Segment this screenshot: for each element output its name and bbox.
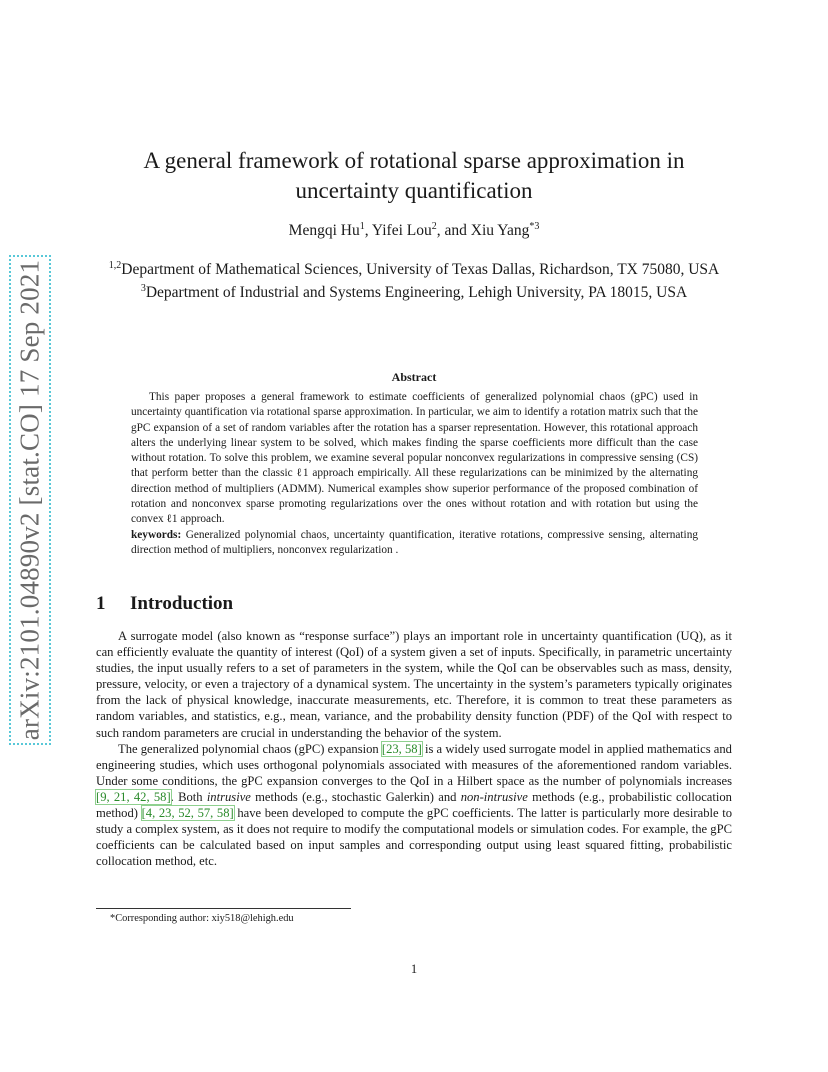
affiliation-2: $^3$Department of Industrial and Systems Engineering, Lehigh University, PA 18015, USA [140, 283, 688, 302]
paper-title: A general framework of rotational sparse approximation in uncertainty quantification [143, 148, 685, 203]
affiliation-1: $^{1,2}$Department of Mathematical Sciences, University of Texas Dallas, Richardson, TX 75080, USA [108, 260, 720, 279]
author-name: Yifei Lou [371, 222, 432, 240]
affiliations [96, 256, 732, 302]
citation-link[interactable]: [4, 23, 52, 57, 58] [141, 806, 234, 821]
keywords-text: Generalized polynomial chaos, uncertainty quantification, iterative rotations, compressive sensing, alternating direction method of multipliers, nonconvex regularization . [131, 528, 698, 556]
arxiv-stamp [9, 255, 51, 745]
section-title: Introduction [130, 593, 234, 614]
arxiv-identifier: arXiv:2101.04890v2 [stat.CO] 17 Sep 2021 [14, 259, 45, 741]
keywords-label: keywords: [131, 528, 182, 541]
abstract-heading: Abstract [391, 370, 437, 384]
footnote: *Corresponding author: xiy518@lehigh.edu [110, 913, 294, 924]
body-text [96, 628, 732, 869]
paragraph-1: A surrogate model (also known as “response surface”) plays an important role in uncertainty quantification (UQ), as it can efficiently evaluate the quantity of interest (QoI) of a system given a set of inputs. Specifically, in parametric uncertainty studies, the input usually refers to a set of parameters in the system, while the QoI can be observables such as mass, density, pressure, velocity, or even a trajectory of a dynamical system. The uncertainty in the system’s parameters typically originates from the lack of physical knowledge, inaccurate measurements, etc. Therefore, it is common to treat these parameters as random variables, and statistics, e.g., mean, variance, and the probability density function (PDF) of the QoI with respect to such random parameters are crucial in understanding the behavior of the system. [96, 629, 732, 740]
author-name: Mengqi Hu [288, 222, 360, 240]
author-list: Mengqi Hu$^1$, Yifei Lou$^2$, and Xiu Yang$^{*3}$ [288, 221, 540, 240]
abstract-text: This paper proposes a general framework to estimate coefficients of generalized polynomial chaos (gPC) used in uncertainty quantification via rotational sparse approximation. In particular, we aim to identify a rotation matrix such that the gPC expansion of a set of random variables after the rotation has a sparser representation. However, this rotational approach alters the underlying linear system to be solved, which makes finding the sparse coefficients more difficult than the case without rotation. To solve this problem, we examine several popular nonconvex regularizations in compressive sensing (CS) that perform better than the classic ℓ1 approach empirically. All these regularizations can be minimized by the alternating direction method of multipliers (ADMM). Numerical examples show superior performance of the proposed combination of rotation and nonconvex sparse promoting regularizations over the ones without rotation and with rotation but using the convex ℓ1 approach. [131, 391, 698, 526]
keywords [131, 528, 698, 559]
author-affil-mark: 2 [431, 221, 437, 232]
author-name: and Xiu Yang [444, 222, 530, 240]
paragraph-2: The generalized polynomial chaos (gPC) expansion [23, 58] is a widely used surrogate model in applied mathematics and engineering studies, which uses orthogonal polynomials associated with measures of the aforementioned random variables. Under some conditions, the gPC expansion converges to the QoI in a Hilbert space as the number of polynomials increases [9, 21, 42, 58]. Both intrusive methods (e.g., stochastic Galerkin) and non-intrusive methods (e.g., probabilistic collocation method) [4, 23, 52, 57, 58] have been developed to compute the gPC coefficients. The latter is particularly more desirable to study a complex system, as it does not require to modify the computational models or simulation codes. For example, the gPC coefficients can be calculated based on input samples and corresponding output using least squared fitting, probabilistic collocation method, etc. [96, 741, 733, 869]
citation-link[interactable]: [23, 58] [381, 741, 422, 756]
abstract [131, 390, 698, 558]
section-number: 1 [96, 593, 106, 614]
footnote-rule [96, 908, 351, 909]
page-number: 1 [410, 962, 418, 976]
author-affil-mark: 1 [359, 221, 365, 232]
citation-link[interactable]: [9, 21, 42, 58] [96, 789, 171, 804]
author-affil-mark: *3 [529, 221, 540, 232]
section-heading [96, 593, 233, 615]
